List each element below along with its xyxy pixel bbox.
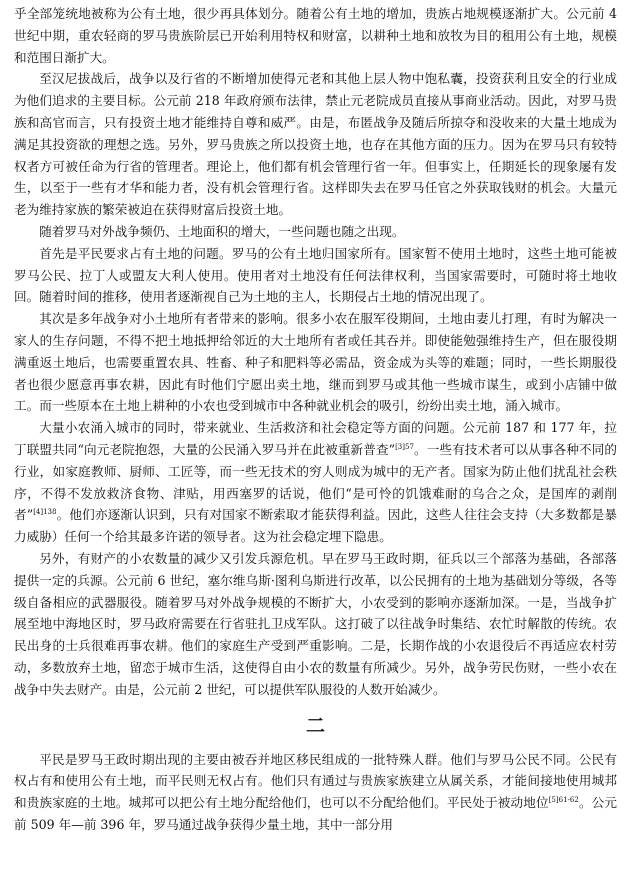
paragraph	[14, 548, 617, 701]
paragraph	[14, 3, 617, 68]
text-run: 平民是罗马王政时期出现的主要由被吞并地区移民组成的一批特殊人群。他们与罗马公民不同。公民有权占有和使用公有土地，而平民则无权占有。他们只有通过与贵族家族建立从属关系，才能间接地使用城邦和贵族家庭的土地。城邦可以把公有土地分配给他们，也可以不分配给他们。平民处于被动地位	[14, 751, 617, 811]
paragraph	[14, 749, 617, 836]
paragraph	[14, 308, 617, 417]
text-run: 其次是多年战争对小土地所有者带来的影响。很多小农在服军役期间，土地由妻儿打理，有时为解决一家人的生存问题，不得不把土地抵押给邻近的大土地所有者或任其吞并。即使能勉强维持生产，但在服役期满重返土地后，也需要重置农具、牲畜、种子和肥料等必需品，资金成为头等的难题；同时，一些长期服役者也很少愿意再事农耕，因此有时他们宁愿出卖土地，继而到罗马或其他一些城市谋生，或到小店铺中做工。而一些原本在土地上耕种的小农也受到城市中各种就业机会的吸引，纷纷出卖土地，涌入城市。	[14, 311, 617, 414]
paragraph	[14, 417, 617, 548]
citation-marker: [3]57	[395, 442, 414, 451]
text-run: 。公元前 509 年—前 396 年，罗马通过战争获得少量土地，其中一部分用	[14, 795, 618, 832]
paragraph	[14, 68, 617, 221]
text-run: 首先是平民要求占有土地的问题。罗马的公有土地归国家所有。国家暂不使用土地时，这些土地可能被罗马公民、拉丁人或盟友大利人使用。使用者对土地没有任何法律权利，当国家需要时，可随时将土地收回。随着时间的推移，使用者逐渐视自己为土地的主人，长期侵占土地的情况出现了。	[14, 245, 617, 305]
text-run: 另外，有财产的小农数量的减少又引发兵源危机。早在罗马王政时期，征兵以三个部落为基础，各部落提供一定的兵源。公元前 6 世纪，塞尔维乌斯·图利乌斯进行改革，以公民拥有的土地为基础划分等级，各等级自备相应的武器服役。随着罗马对外战争规模的不断扩大，小农受到的影响亦逐渐加深。一是，当战争扩展至地中海地区时，罗马政府需要在行省驻扎卫戍军队。这打破了以往战争时集结、农忙时解散的传统。农民出身的士兵很难再事农耕。他们的家庭生产受到严重影响。二是，长期作战的小农退役后不再适应农村劳动，多数放弃土地，留恋于城市生活，这使得自由小农的数量有所减少。另外，战争劳民伤财，一些小农在战争中失去财产。由是，公元前 2 世纪，可以提供军队服役的人数开始减少。	[14, 550, 617, 697]
text-run: 。一些有技术者可以从事各种不同的行业，如家庭教师、厨师、工匠等，而一些无技术的穷人则成为城中的无产者。国家为防止他们扰乱社会秩序，不得不发放救济食物、津贴，用西塞罗的话说，他们“是可怜的饥饿难耐的乌合之众，是国库的剥削者”	[14, 441, 617, 523]
text-run: 大量小农涌入城市的同时，带来就业、生活救济和社会稳定等方面的问题。公元前 187 和 177 年，拉丁联盟共同“向元老院抱怨，大量的公民涌入罗马并在此被重新普查”	[14, 420, 617, 457]
text-run: 随着罗马对外战争频仍、土地面积的增大，一些问题也随之出现。	[39, 223, 405, 239]
citation-marker: [4]138	[33, 508, 57, 517]
paragraph	[14, 243, 617, 308]
text-run: 乎全部笼统地被称为公有土地，很少再具体划分。随着公有土地的增加，贵族占地规模逐渐扩大。公元前 4 世纪中期，重农轻商的罗马贵族阶层已开始利用特权和财富，以耕种土地和放牧为目的租用公有土地，规模和范围日渐扩大。	[14, 6, 617, 65]
section-heading: 二	[305, 714, 325, 737]
text-run: 至汉尼拔战后，战争以及行省的不断增加使得元老和其他上层人物中饱私囊，投资获利且安全的行业成为他们追求的主要目标。公元前 218 年政府颁布法律，禁止元老院成员直接从事商业活动。因此，对罗马贵族和高官而言，只有投资土地才能维持自尊和威严。由是，布匿战争及随后所掠夺和没收来的大量土地成为满足其投资欲的理想之选。另外，罗马贵族之所以投资土地，也存在其他方面的压力。因为在罗马只有较特权者方可被任命为行省的管理者。理论上，他们都有机会管理行省一年。但事实上，任期延长的现象屡有发生，以至于一些有才华和能力者，没有机会管理行省。这样即失去在罗马任官之外获取钱财的机会。大量元老为维持家族的繁荣被迫在获得财富后投资土地。	[14, 71, 617, 218]
paragraph	[14, 221, 617, 243]
citation-marker: [5]61-62	[548, 795, 579, 804]
text-run: 。他们亦逐渐认识到，只有对国家不断索取才能获得利益。因此，这些人往往会支持（大多数都是暴力威胁）任何一个给其最多许诺的领导者。这为社会稳定埋下隐患。	[14, 507, 617, 545]
